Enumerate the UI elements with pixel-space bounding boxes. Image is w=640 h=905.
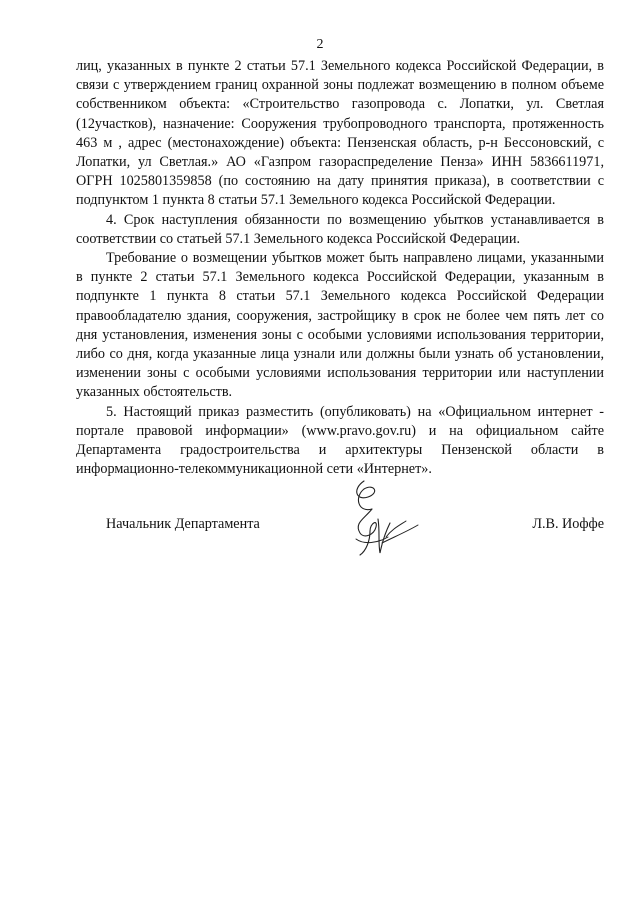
page-number: 2 — [316, 37, 324, 52]
signer-title: Начальник Департамента — [106, 516, 260, 532]
paragraph-continuation: лиц, указанных в пункте 2 статьи 57.1 Земельного кодекса Российской Федерации, в связи с утверждением границ охранной зоны подлежат возмещению в полном объеме собственником объекта: «Строительство газопровода с. Лопатки, ул. Светлая (12участков), назначение: Сооружения трубопроводного транспорта, протяженность 463 м , адрес (местонахождение) объекта: Пензенская область, р-н Бессоновский, с Лопатки, ул Светлая.» АО «Газпром газораспределение Пенза» ИНН 5836611971, ОГРН 1025801359858 (по состоянию на дату принятия приказа), в соответствии с подпунктом 1 пункта 8 статьи 57.1 Земельного кодекса Российской Федерации. — [76, 58, 604, 209]
signer-name: Л.В. Иоффе — [532, 516, 604, 532]
signature-block — [106, 515, 604, 595]
paragraph-item-5: 5. Настоящий приказ разместить (опубликовать) на «Официальном интернет - портале правовой информации» (www.pravo.gov.ru) и на официальном сайте Департамента градостроительства и архитектуры Пензенской области в информационно-телекоммуникационной сети «Интернет». — [76, 403, 604, 478]
handwritten-signature — [334, 479, 424, 579]
document-body — [76, 57, 604, 479]
paragraph-item-4: 4. Срок наступления обязанности по возмещению убытков устанавливается в соответствии со статьей 57.1 Земельного кодекса Российской Федерации. — [76, 211, 604, 247]
paragraph-damages-claim: Требование о возмещении убытков может быть направлено лицами, указанными в пункте 2 статьи 57.1 Земельного кодекса Российской Федерации, указанным в подпункте 1 пункта 8 статьи 57.1 Земельного кодекса Российской Федерации правообладателю здания, сооружения, застройщику в срок не более чем пять лет со дня установления, изменения зоны с особыми условиями использования территории, либо со дня, когда указанные лица узнали или должны были узнать об установлении, изменении зоны с особыми условиями использования территории или наступлении указанных обстоятельств. — [76, 250, 604, 401]
